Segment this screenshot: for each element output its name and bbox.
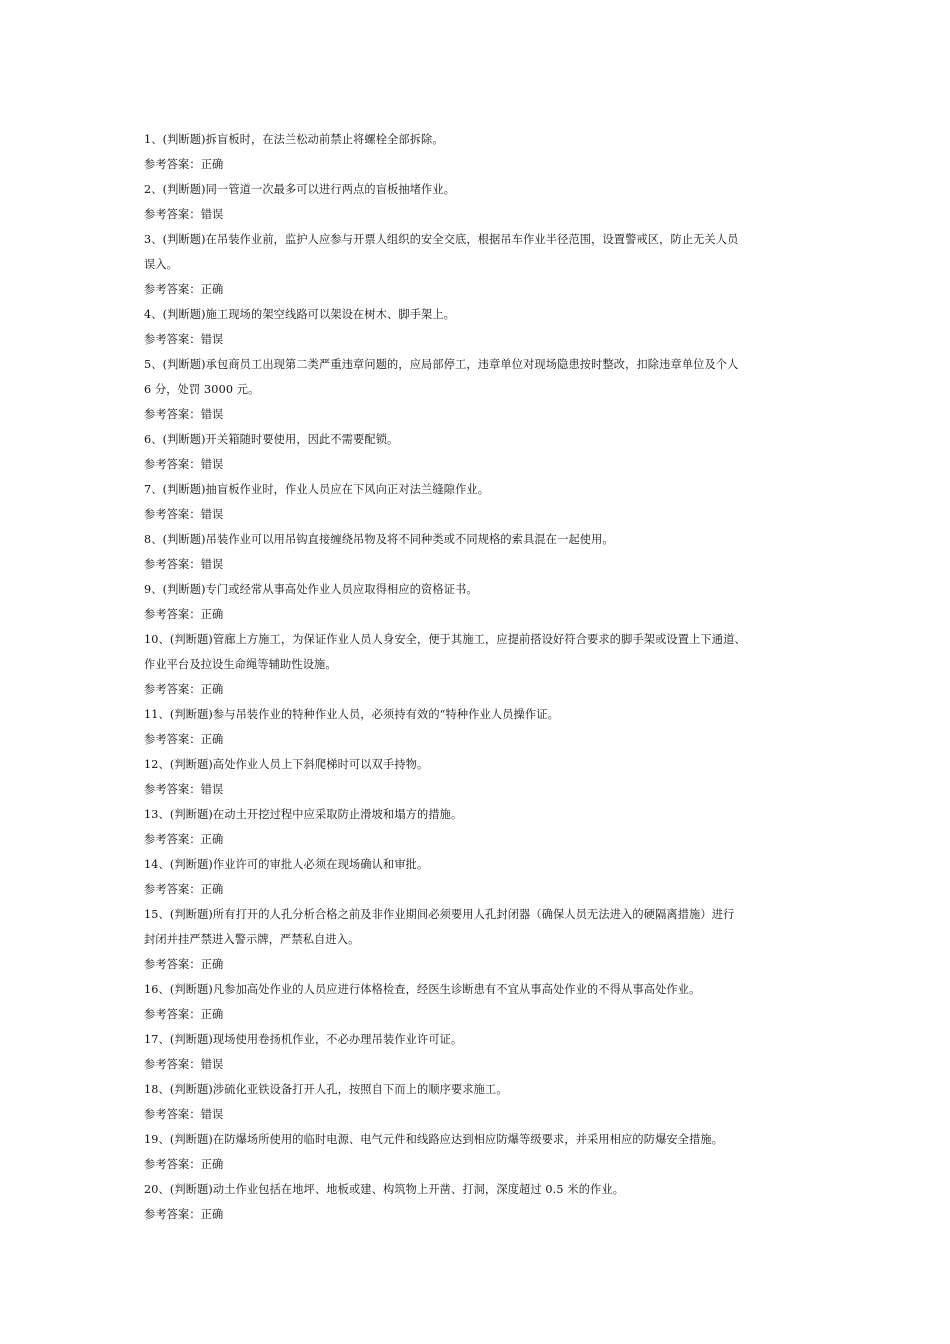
answer-value: 正确	[200, 1208, 224, 1221]
answer-prefix: 参考答案：	[144, 733, 201, 746]
question-item	[144, 1177, 816, 1227]
answer-prefix: 参考答案：	[144, 783, 201, 796]
answer-line	[144, 952, 816, 977]
question-text-line: 11、(判断题)参与吊装作业的特种作业人员，必须持有效的“特种作业人员操作证。	[144, 708, 559, 721]
question-text-line: 6、(判断题)开关箱随时要使用，因此不需要配锁。	[144, 433, 399, 446]
answer-value: 正确	[200, 158, 224, 171]
answer-prefix: 参考答案：	[144, 458, 201, 471]
answer-line	[144, 677, 816, 702]
answer-value: 错误	[200, 408, 224, 421]
question-text-line: 4、(判断题)施工现场的架空线路可以架设在树木、脚手架上。	[144, 308, 456, 321]
answer-line	[144, 1002, 816, 1027]
answer-prefix: 参考答案：	[144, 158, 201, 171]
answer-line	[144, 277, 816, 302]
question-list	[144, 127, 816, 1227]
answer-prefix: 参考答案：	[144, 958, 201, 971]
question-text-line: 封闭并挂严禁进入警示牌，严禁私自进入。	[144, 933, 360, 946]
answer-line	[144, 152, 816, 177]
question-item	[144, 802, 816, 852]
answer-value: 错误	[200, 558, 224, 571]
answer-line	[144, 452, 816, 477]
question-item	[144, 302, 816, 352]
answer-prefix: 参考答案：	[144, 208, 201, 221]
answer-prefix: 参考答案：	[144, 1108, 201, 1121]
question-item	[144, 427, 816, 477]
question-item	[144, 1027, 816, 1077]
answer-prefix: 参考答案：	[144, 1208, 201, 1221]
question-item	[144, 127, 816, 177]
answer-prefix: 参考答案：	[144, 608, 201, 621]
question-item	[144, 527, 816, 577]
question-item	[144, 177, 816, 227]
question-text-line: 3、(判断题)在吊装作业前，监护人应参与开票人组织的安全交底，根据吊车作业半径范围，设置警戒区，防止无关人员	[144, 233, 739, 246]
answer-prefix: 参考答案：	[144, 1158, 201, 1171]
question-item	[144, 227, 816, 302]
answer-value: 正确	[200, 1158, 224, 1171]
answer-line	[144, 327, 816, 352]
question-item	[144, 852, 816, 902]
question-text-line: 17、(判断题)现场使用卷扬机作业，不必办理吊装作业许可证。	[144, 1033, 463, 1046]
answer-prefix: 参考答案：	[144, 1058, 201, 1071]
answer-line	[144, 1102, 816, 1127]
answer-line	[144, 202, 816, 227]
answer-value: 正确	[200, 683, 224, 696]
question-item	[144, 352, 816, 427]
answer-value: 错误	[200, 508, 224, 521]
question-text-line: 误入。	[144, 258, 179, 271]
question-text-line: 20、(判断题)动土作业包括在地坪、地板或建、构筑物上开凿、打洞，深度超过 0.5 米的作业。	[144, 1183, 625, 1196]
answer-prefix: 参考答案：	[144, 283, 201, 296]
answer-line	[144, 1052, 816, 1077]
answer-prefix: 参考答案：	[144, 508, 201, 521]
answer-line	[144, 1202, 816, 1227]
question-text-line: 6 分，处罚 3000 元。	[144, 383, 260, 396]
question-text-line: 7、(判断题)抽盲板作业时，作业人员应在下风向正对法兰缝隙作业。	[144, 483, 490, 496]
answer-prefix: 参考答案：	[144, 883, 201, 896]
answer-value: 错误	[200, 783, 224, 796]
answer-value: 错误	[200, 333, 224, 346]
question-text-line: 13、(判断题)在动土开挖过程中应采取防止滑坡和塌方的措施。	[144, 808, 463, 821]
answer-value: 正确	[200, 733, 224, 746]
question-text-line: 12、(判断题)高处作业人员上下斜爬梯时可以双手持物。	[144, 758, 429, 771]
question-item	[144, 702, 816, 752]
answer-value: 正确	[200, 883, 224, 896]
answer-line	[144, 502, 816, 527]
answer-line	[144, 877, 816, 902]
question-item	[144, 477, 816, 527]
answer-line	[144, 602, 816, 627]
answer-value: 正确	[200, 608, 224, 621]
answer-prefix: 参考答案：	[144, 833, 201, 846]
answer-value: 正确	[200, 283, 224, 296]
answer-value: 正确	[200, 1008, 224, 1021]
question-item	[144, 977, 816, 1027]
answer-prefix: 参考答案：	[144, 558, 201, 571]
answer-value: 错误	[200, 1108, 224, 1121]
answer-value: 错误	[200, 1058, 224, 1071]
answer-line	[144, 827, 816, 852]
answer-value: 正确	[200, 958, 224, 971]
answer-value: 错误	[200, 208, 224, 221]
answer-line	[144, 402, 816, 427]
answer-value: 正确	[200, 833, 224, 846]
question-text-line: 15、(判断题)所有打开的人孔分析合格之前及非作业期间必须要用人孔封闭器（确保人员无法进入的硬隔离措施）进行	[144, 908, 735, 921]
answer-line	[144, 777, 816, 802]
question-text-line: 5、(判断题)承包商员工出现第二类严重违章问题的，应局部停工，违章单位对现场隐患按时整改，扣除违章单位及个人	[144, 358, 739, 371]
answer-line	[144, 1152, 816, 1177]
question-item	[144, 627, 816, 702]
answer-prefix: 参考答案：	[144, 408, 201, 421]
question-item	[144, 577, 816, 627]
answer-prefix: 参考答案：	[144, 1008, 201, 1021]
answer-line	[144, 727, 816, 752]
answer-value: 错误	[200, 458, 224, 471]
question-text-line: 1、(判断题)拆盲板时，在法兰松动前禁止将螺栓全部拆除。	[144, 133, 444, 146]
answer-prefix: 参考答案：	[144, 683, 201, 696]
question-item	[144, 752, 816, 802]
answer-line	[144, 552, 816, 577]
question-text-line: 10、(判断题)管廊上方施工，为保证作业人员人身安全，便于其施工，应提前搭设好符合要求的脚手架或设置上下通道、	[144, 633, 746, 646]
question-item	[144, 902, 816, 977]
question-item	[144, 1077, 816, 1127]
answer-prefix: 参考答案：	[144, 333, 201, 346]
question-text-line: 19、(判断题)在防爆场所使用的临时电源、电气元件和线路应达到相应防爆等级要求，并采用相应的防爆安全措施。	[144, 1133, 724, 1146]
question-text-line: 16、(判断题)凡参加高处作业的人员应进行体格检查，经医生诊断患有不宜从事高处作业的不得从事高处作业。	[144, 983, 701, 996]
question-text-line: 2、(判断题)同一管道一次最多可以进行两点的盲板抽堵作业。	[144, 183, 456, 196]
question-text-line: 9、(判断题)专门或经常从事高处作业人员应取得相应的资格证书。	[144, 583, 478, 596]
question-item	[144, 1127, 816, 1177]
question-text-line: 18、(判断题)涉硫化亚铁设备打开人孔，按照自下而上的顺序要求施工。	[144, 1083, 508, 1096]
question-text-line: 14、(判断题)作业许可的审批人必须在现场确认和审批。	[144, 858, 429, 871]
question-text-line: 8、(判断题)吊装作业可以用吊钩直接缠绕吊物及将不同种类或不同规格的索具混在一起使用。	[144, 533, 614, 546]
question-text-line: 作业平台及拉设生命绳等辅助性设施。	[144, 658, 337, 671]
